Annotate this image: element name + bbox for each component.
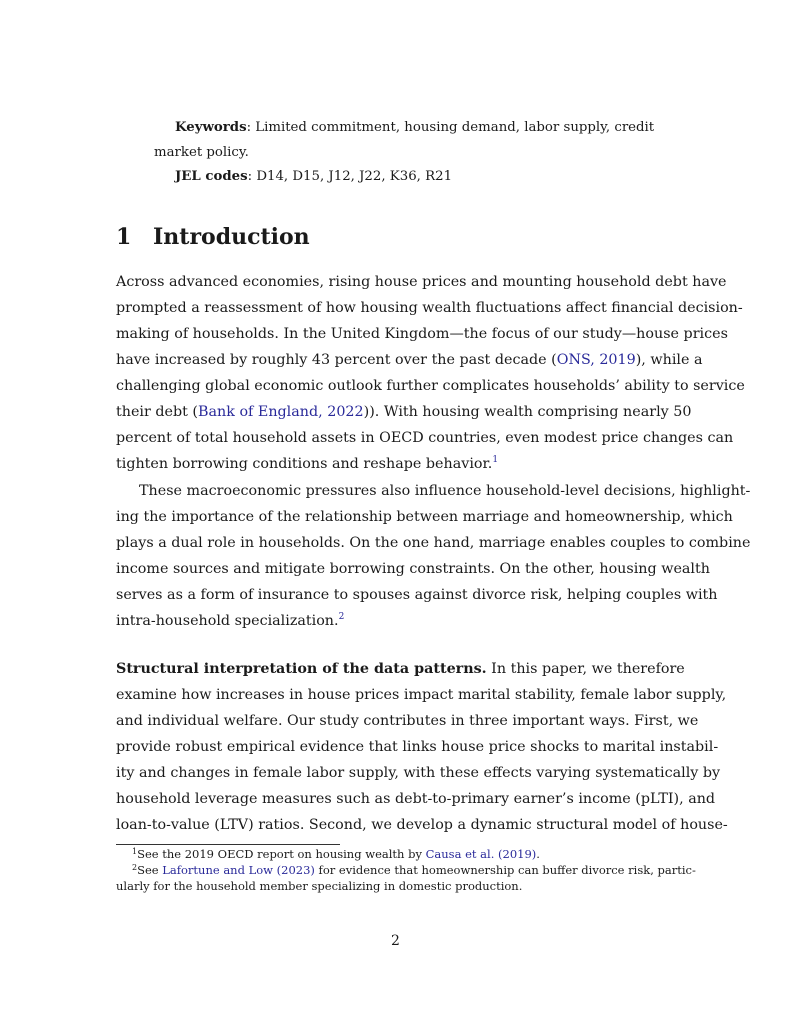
p2-line-6 bbox=[116, 612, 675, 630]
footnote-ref-1[interactable]: 1 bbox=[492, 455, 499, 465]
p3-line-7: loan-to-value (LTV) ratios. Second, we develop a dynamic structural model of house- bbox=[116, 817, 728, 833]
p1-line-8 bbox=[116, 455, 675, 473]
p1-line-4 bbox=[116, 351, 703, 369]
jel-codes-line bbox=[175, 169, 452, 185]
footnote-ref-2[interactable]: 2 bbox=[338, 612, 345, 622]
p1-line-7: percent of total household assets in OECD countries, even modest price changes can bbox=[116, 430, 734, 446]
keywords-line-2: market policy. bbox=[154, 145, 249, 160]
p3-line-3: and individual welfare. Our study contributes in three important ways. First, we bbox=[116, 713, 699, 729]
footnote-1 bbox=[132, 847, 675, 862]
citation-bank-of-england-2022[interactable]: Bank of England, 2022 bbox=[198, 404, 364, 420]
p1-line-3: making of households. In the United Kingdom—the focus of our study—house prices bbox=[116, 326, 728, 342]
keywords-text: : Limited commitment, housing demand, labor supply, credit bbox=[246, 120, 655, 135]
footnote-1-text-b: . bbox=[536, 847, 540, 861]
p3-line-5: ity and changes in female labor supply, with these effects varying systematically by bbox=[116, 765, 721, 781]
section-number: 1 bbox=[116, 224, 132, 250]
footnote-1-mark: 1 bbox=[132, 847, 138, 856]
p1-line-8-text: tighten borrowing conditions and reshape behavior. bbox=[116, 456, 493, 472]
p1-line-1: Across advanced economies, rising house prices and mounting household debt have bbox=[116, 274, 727, 290]
p3-line-1 bbox=[116, 660, 685, 678]
paragraph-heading: Structural interpretation of the data patterns. bbox=[116, 661, 487, 677]
p3-line-1-rest: In this paper, we therefore bbox=[486, 661, 685, 677]
keywords-label: Keywords bbox=[175, 120, 247, 135]
section-heading bbox=[116, 224, 310, 250]
jel-text: : D14, D15, J12, J22, K36, R21 bbox=[247, 169, 453, 184]
p1-line-6-a: their debt ( bbox=[116, 404, 198, 420]
citation-ons-2019[interactable]: ONS, 2019 bbox=[556, 352, 636, 368]
p2-line-4: income sources and mitigate borrowing constraints. On the other, housing wealth bbox=[116, 561, 710, 577]
footnote-rule bbox=[116, 844, 340, 845]
footnote-2-line-2: ularly for the household member specializing in domestic production. bbox=[116, 879, 523, 893]
citation-causa-2019[interactable]: Causa et al. (2019) bbox=[425, 847, 537, 861]
footnote-2 bbox=[132, 863, 696, 878]
footnote-2-text-a: See bbox=[137, 863, 163, 877]
p2-line-2: ing the importance of the relationship between marriage and homeownership, which bbox=[116, 509, 733, 525]
footnote-2-text-b: for evidence that homeownership can buffer divorce risk, partic- bbox=[314, 863, 696, 877]
p2-line-1: These macroeconomic pressures also influence household-level decisions, highlight- bbox=[139, 483, 751, 499]
jel-label: JEL codes bbox=[175, 169, 248, 184]
p1-line-2: prompted a reassessment of how housing wealth fluctuations affect financial decision- bbox=[116, 300, 743, 316]
p1-line-5: challenging global economic outlook further complicates households’ ability to service bbox=[116, 378, 745, 394]
p3-line-4: provide robust empirical evidence that links house price shocks to marital instabil- bbox=[116, 739, 719, 755]
citation-lafortune-low-2023[interactable]: Lafortune and Low (2023) bbox=[162, 863, 315, 877]
section-title: Introduction bbox=[153, 224, 310, 250]
page-number: 2 bbox=[391, 933, 400, 949]
p1-line-4-b: ), while a bbox=[635, 352, 703, 368]
p2-line-6-text: intra-household specialization. bbox=[116, 613, 339, 629]
p1-line-4-a: have increased by roughly 43 percent over the past decade ( bbox=[116, 352, 557, 368]
p1-line-6 bbox=[116, 403, 692, 421]
p2-line-5: serves as a form of insurance to spouses against divorce risk, helping couples with bbox=[116, 587, 718, 603]
p3-line-2: examine how increases in house prices impact marital stability, female labor supply, bbox=[116, 687, 727, 703]
footnote-1-text-a: See the 2019 OECD report on housing wealth by bbox=[137, 847, 426, 861]
p3-line-6: household leverage measures such as debt-to-primary earner’s income (pLTI), and bbox=[116, 791, 716, 807]
p2-line-3: plays a dual role in households. On the one hand, marriage enables couples to combine bbox=[116, 535, 751, 551]
p1-line-6-b: )). With housing wealth comprising nearly 50 bbox=[363, 404, 692, 420]
footnote-2-mark: 2 bbox=[132, 863, 138, 872]
keywords-line bbox=[175, 120, 654, 136]
